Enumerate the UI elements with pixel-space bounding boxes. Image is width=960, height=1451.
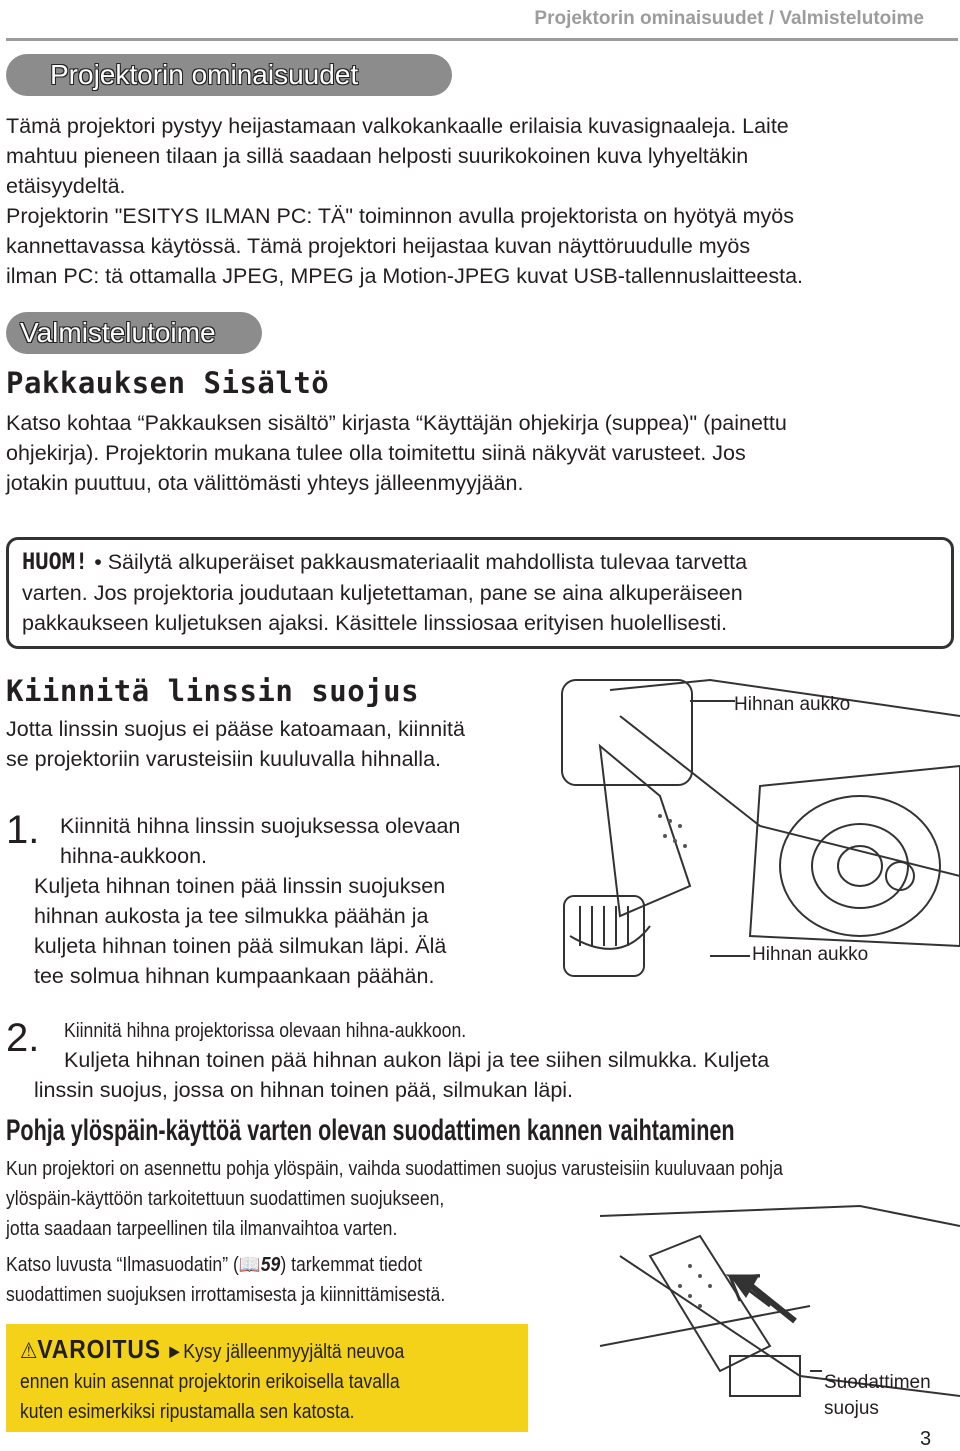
warning-triangle-icon: ⚠ bbox=[20, 1338, 38, 1363]
text-line: kuten esimerkiksi ripustamalla sen katosta. bbox=[20, 1401, 355, 1423]
reference-line bbox=[6, 1250, 445, 1280]
step-number: 1. bbox=[6, 808, 40, 852]
features-paragraph bbox=[6, 111, 803, 291]
text-line: etäisyydeltä. bbox=[6, 174, 126, 198]
step2-line3 bbox=[34, 1075, 573, 1105]
text-line: suojus bbox=[824, 1398, 879, 1419]
note-label: HUOM! bbox=[22, 550, 89, 575]
text-line: kannettavassa käytössä. Tämä projektori heijastaa kuvan näyttöruudulle myös bbox=[6, 234, 751, 258]
text-line: Katso kohtaa “Pakkauksen sisältö” kirjasta “Käyttäjän ohjekirja (suppea)" (painettu bbox=[6, 411, 787, 435]
callout-filter-cover bbox=[824, 1370, 931, 1422]
running-header: Projektorin ominaisuudet / Valmistelutoime bbox=[534, 8, 924, 29]
callout-strap-hole-bottom: Hihnan aukko bbox=[752, 944, 869, 965]
text-line: Suodattimen bbox=[824, 1372, 931, 1393]
text-line: hihna-aukkoon. bbox=[60, 844, 208, 868]
lens-cap-intro bbox=[6, 714, 465, 774]
text-line: ohjekirja). Projektorin mukana tulee olla toimitettu siinä näkyvät varusteet. Jos bbox=[6, 441, 746, 465]
text-line: hihnan aukosta ja tee silmukka päähän ja bbox=[34, 904, 429, 928]
text-line: Kun projektori on asennettu pohja ylöspäin, vaihda suodattimen suojus varusteisiin kuuluvaan pohja bbox=[6, 1158, 783, 1180]
text-fragment: ►Kysy jälleenmyyjältä neuvoa bbox=[165, 1341, 405, 1363]
page-number: 3 bbox=[920, 1428, 932, 1450]
lens-cap-heading: Kiinnitä linssin suojus bbox=[6, 674, 420, 708]
package-heading: Pakkauksen Sisältö bbox=[6, 366, 330, 400]
step2-line1: Kiinnitä hihna projektorissa olevaan hihna-aukkoon. bbox=[64, 1020, 467, 1042]
step2-line2 bbox=[64, 1045, 769, 1075]
page-reference: 59 bbox=[260, 1254, 281, 1276]
callout-strap-hole-top: Hihnan aukko bbox=[734, 694, 851, 715]
warning-text bbox=[20, 1334, 404, 1427]
text-line: jotta saadaan tarpeellinen tila ilmanvaihtoa varten. bbox=[6, 1218, 398, 1240]
filter-heading: Pohja ylöspäin-käyttöä varten olevan suodattimen kannen vaihtaminen bbox=[6, 1114, 735, 1147]
warning-label: VAROITUS bbox=[37, 1334, 161, 1364]
text-line: Kuljeta hihnan toinen pää linssin suojuksen bbox=[34, 874, 446, 898]
package-paragraph bbox=[6, 408, 787, 498]
section-title-preparation: Valmistelutoime bbox=[6, 312, 262, 354]
section-title-features: Projektorin ominaisuudet bbox=[6, 54, 452, 96]
text-line: tee solmua hihnan kumpaankaan päähän. bbox=[34, 964, 435, 988]
text-line: jotakin puuttuu, ota välittömästi yhteys jälleenmyyjään. bbox=[6, 471, 524, 495]
text-line: Kiinnitä hihna linssin suojuksessa olevaan bbox=[60, 814, 461, 838]
text-line: Jotta linssin suojus ei pääse katoamaan, kiinnitä bbox=[6, 717, 465, 741]
text-line: kuljeta hihnan toinen pää silmukan läpi. Älä bbox=[34, 934, 447, 958]
text-line: Kuljeta hihnan toinen pää hihnan aukon läpi ja tee siihen silmukka. Kuljeta bbox=[64, 1048, 770, 1072]
note-text bbox=[22, 547, 747, 638]
text-line: ylöspäin-käyttöön tarkoitettuun suodattimen suojukseen, bbox=[6, 1188, 445, 1210]
text-line: Projektorin "ESITYS ILMAN PC: TÄ" toiminnon avulla projektorista on hyötyä myös bbox=[6, 204, 794, 228]
text-line: se projektoriin varusteisiin kuuluvalla hihnalla. bbox=[6, 747, 442, 771]
header-rule bbox=[6, 38, 958, 41]
text-fragment: ) tarkemmat tiedot bbox=[280, 1254, 423, 1276]
text-line: ennen kuin asennat projektorin erikoisella tavalla bbox=[20, 1371, 400, 1393]
text-line: pakkaukseen kuljetuksen ajaksi. Käsittele linssiosaa erityisen huolellisesti. bbox=[22, 611, 728, 635]
text-line: linssin suojus, jossa on hihnan toinen pää, silmukan läpi. bbox=[34, 1078, 574, 1102]
text-line: varten. Jos projektoria joudutaan kuljetettaman, pane se aina alkuperäiseen bbox=[22, 581, 743, 605]
warning-first-line bbox=[20, 1334, 404, 1367]
step1-more bbox=[34, 871, 446, 991]
text-line: ilman PC: tä ottamalla JPEG, MPEG ja Motion-JPEG kuvat USB-tallennuslaitteesta. bbox=[6, 264, 804, 288]
text-line: Tämä projektori pystyy heijastamaan valkokankaalle erilaisia kuvasignaaleja. Laite bbox=[6, 114, 789, 138]
book-icon: 📖 bbox=[238, 1254, 261, 1276]
text-line: • Säilytä alkuperäiset pakkausmateriaalit mahdollista tulevaa tarvetta bbox=[94, 550, 748, 574]
text-line: mahtuu pieneen tilaan ja sillä saadaan helposti suurikokoinen kuva lyhyeltäkin bbox=[6, 144, 749, 168]
note-first-line bbox=[22, 547, 747, 578]
text-line: suodattimen suojuksen irrottamisesta ja kiinnittämisestä. bbox=[6, 1284, 446, 1306]
step1-text bbox=[60, 811, 460, 871]
text-fragment: Katso luvusta “Ilmasuodatin” ( bbox=[6, 1254, 239, 1276]
filter-reference bbox=[6, 1250, 445, 1310]
step-number: 2. bbox=[6, 1016, 40, 1060]
